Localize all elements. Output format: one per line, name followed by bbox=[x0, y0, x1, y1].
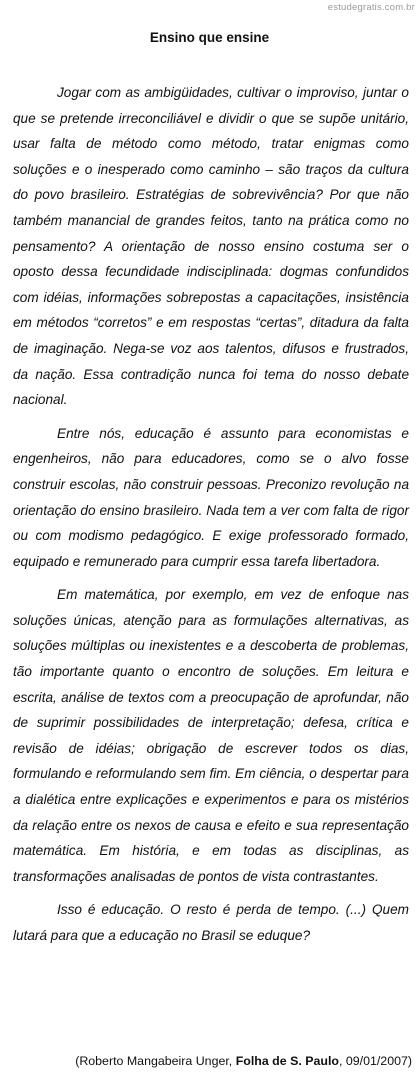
article-body bbox=[13, 80, 409, 957]
article-title: Ensino que ensine bbox=[149, 30, 270, 45]
source-citation bbox=[75, 1054, 412, 1068]
paragraph-4: Isso é educação. O resto é perda de tempo. (...) Quem lutará para que a educação no Brasil se eduque? bbox=[13, 902, 409, 943]
citation-open-paren: ( bbox=[75, 1054, 80, 1068]
citation-author: Roberto Mangabeira Unger, bbox=[79, 1054, 236, 1068]
citation-newspaper: Folha de S. Paulo bbox=[235, 1054, 339, 1068]
site-watermark: estudegratis.com.br bbox=[327, 2, 415, 13]
citation-date: , 09/01/2007) bbox=[338, 1054, 412, 1068]
paragraph-1: Jogar com as ambigüidades, cultivar o improviso, juntar o que se pretende irreconciliável e dividir o que se supõe unitário, usar falta de método como método, tratar enigmas como soluções e o inesperado como caminho – são traços da cultura do povo brasileiro. Estratégias de sobrevivência? Por que não também manancial de grandes feitos, tanto na prática como no pensamento? A orientação de nosso ensino costuma ser o oposto dessa fecundidade indisciplinada: dogmas confundidos com idéias, informações sobrepostas a capacitações, insistência em métodos “corretos” e em respostas “certas”, ditadura da falta de imaginação. Nega-se voz aos talentos, difusos e frustrados, da nação. Essa contradição nunca foi tema do nosso debate nacional. bbox=[13, 85, 409, 408]
paragraph-3: Em matemática, por exemplo, em vez de enfoque nas soluções únicas, atenção para as formulações alternativas, as soluções múltiplas ou inexistentes e a descoberta de problemas, tão importante quanto o encontro de soluções. Em leitura e escrita, análise de textos com a preocupação de aprofundar, não de suprimir possibilidades de interpretação; defesa, crítica e revisão de idéias; obrigação de escrever todos os dias, formulando e reformulando sem fim. Em ciência, o despertar para a dialética entre explicações e experimentos e para os mistérios da relação entre os nexos de causa e efeito e sua representação matemática. Em história, e em todas as disciplinas, as transformações analisadas de pontos de vista contrastantes. bbox=[13, 587, 409, 884]
paragraph-2: Entre nós, educação é assunto para economistas e engenheiros, não para educadores, como se o alvo fosse construir escolas, não construir pessoas. Preconizo revolução na orientação do ensino brasileiro. Nada tem a ver com falta de rigor ou com modismo pedagógico. E exige professorado formado, equipado e remunerado para cumprir essa tarefa libertadora. bbox=[13, 425, 409, 569]
